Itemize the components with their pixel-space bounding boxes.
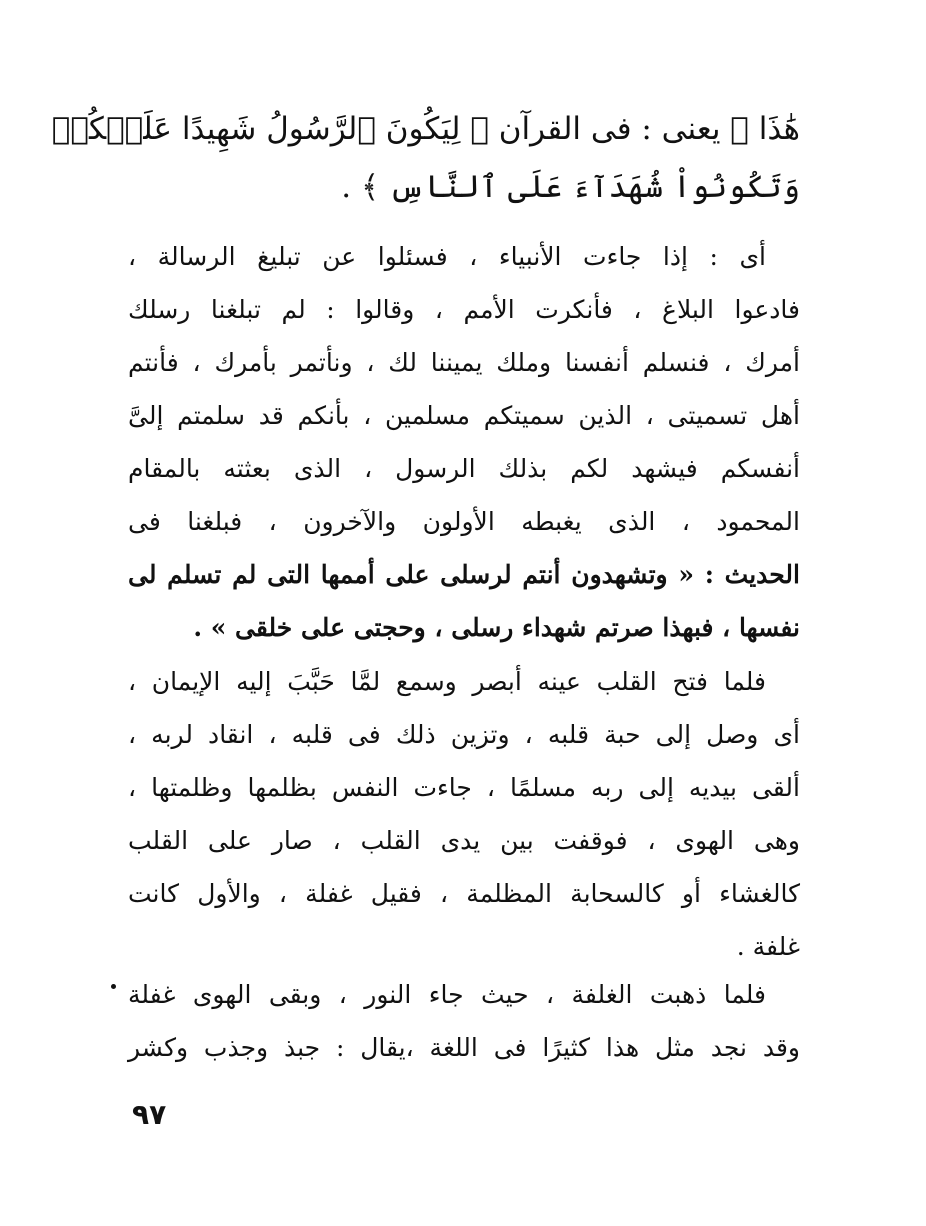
paragraph-1-line-2: فادعوا البلاغ ، فأنكرت الأمم ، وقالوا : لم تبلغنا رسلك (128, 295, 800, 324)
paragraph-2-line-2: أى وصل إلى حبة قلبه ، وتزين ذلك فى قلبه ، انقاد لربه ، (128, 720, 801, 749)
hadith-line-2: نفسها ، فبهذا صرتم شهداء رسلى ، وحجتى على خلقى » . (193, 613, 800, 642)
paragraph-3-line-1: فلما ذهبت الغلفة ، حيث جاء النور ، وبقى الهوى غفلة (128, 980, 766, 1009)
paragraph-2-line-1: فلما فتح القلب عينه أبصر وسمع لمَّا حَبَّبَ إليه الإيمان ، (128, 667, 766, 696)
paragraph-2-line-3: ألقى بيديه إلى ربه مسلمًا ، جاءت النفس بظلمها وظلمتها ، (128, 773, 800, 802)
verse-line-1: هَٰذَا ﴾ يعنى : فى القرآن ﴿ لِيَكُونَ ٱلرَّسُولُ شَهِيدًا عَلَيۡكُمۡ (51, 111, 800, 147)
hadith-line-1: الحديث : « وتشهدون أنتم لرسلى على أممها التى لم تسلم لى (128, 560, 800, 589)
paragraph-2-line-6: غلفة . (736, 932, 800, 961)
paragraph-1-line-6: المحمود ، الذى يغبطه الأولون والآخرون ، فبلغنا فى (128, 507, 800, 536)
paragraph-1-line-1: أى : إذا جاءت الأنبياء ، فسئلوا عن تبليغ الرسالة ، (128, 242, 766, 271)
margin-dot (111, 984, 116, 989)
paragraph-3 (128, 968, 800, 1074)
quran-verse-block (51, 100, 800, 216)
verse-line-2: وَتَكُونُواْ شُهَدَآءَ عَلَى ٱلنَّاسِ ﴾ . (341, 169, 800, 205)
paragraph-1 (128, 230, 800, 654)
paragraph-3-line-2: وقد نجد مثل هذا كثيرًا فى اللغة ،يقال : جبذ وجذب وكشر (128, 1033, 800, 1062)
page-number: ٩٧ (132, 1098, 167, 1131)
paragraph-2 (128, 655, 800, 973)
paragraph-2-line-5: كالغشاء أو كالسحابة المظلمة ، فقيل غفلة ، والأول كانت (128, 879, 800, 908)
paragraph-1-line-4: أهل تسميتى ، الذين سميتكم مسلمين ، بأنكم قد سلمتم إلىَّ (128, 401, 800, 430)
paragraph-1-line-5: أنفسكم فيشهد لكم بذلك الرسول ، الذى بعثته بالمقام (128, 454, 800, 483)
paragraph-1-line-3: أمرك ، فنسلم أنفسنا وملك يميننا لك ، ونأتمر بأمرك ، فأنتم (128, 348, 800, 377)
paragraph-2-line-4: وهى الهوى ، فوقفت بين يدى القلب ، صار على القلب (128, 826, 800, 855)
